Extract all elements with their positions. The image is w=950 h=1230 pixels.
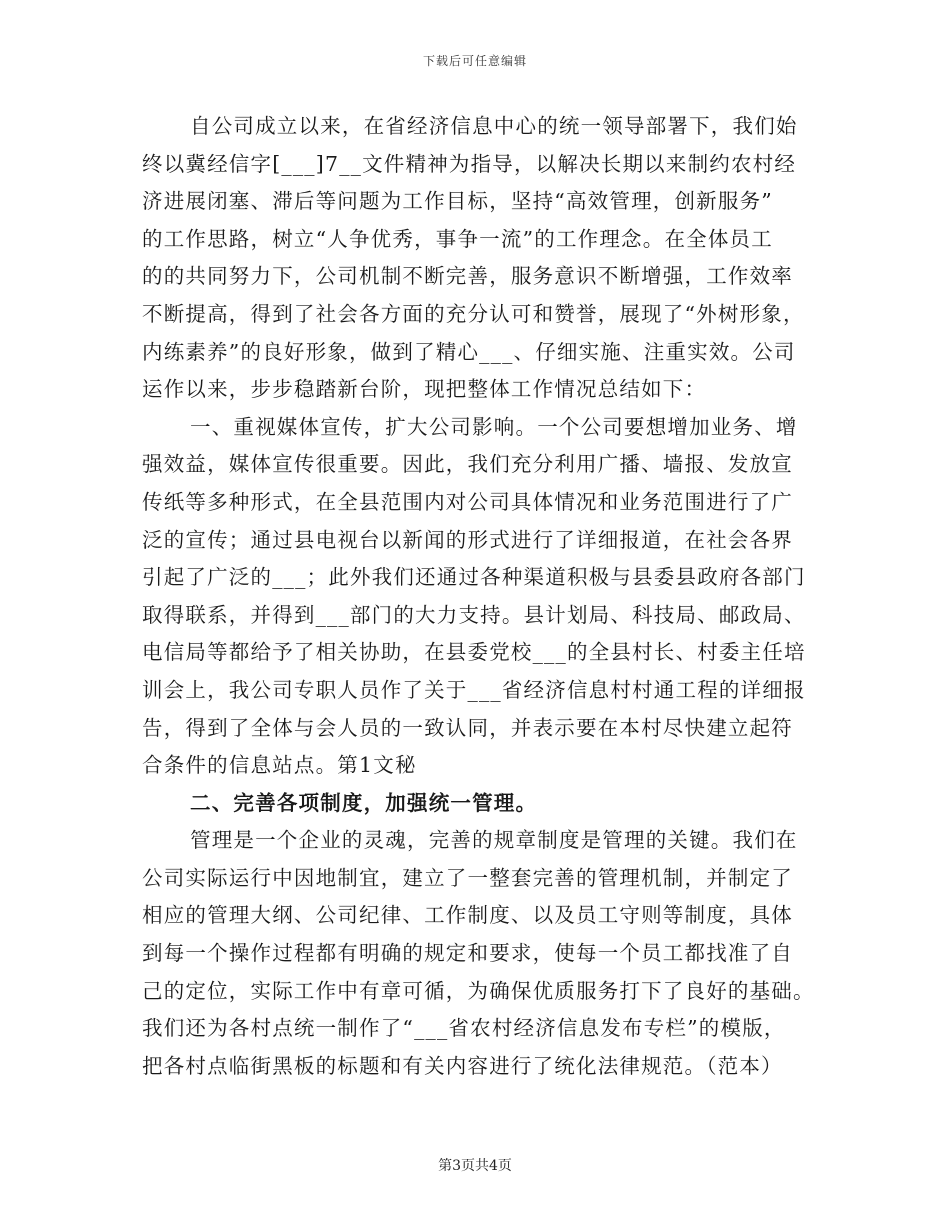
- paragraph-line: 引起了广泛的___；此外我们还通过各种渠道积极与县委县政府各部门: [142, 565, 806, 590]
- paragraph-line: 不断提高，得到了社会各方面的充分认可和赞誉，展现了“外树形象，: [142, 301, 805, 326]
- paragraph-line: 一、重视媒体宣传，扩大公司影响。一个公司要想增加业务、增: [190, 414, 798, 439]
- paragraph-line: 取得联系，并得到___部门的大力支持。县计划局、科技局、邮政局、: [142, 602, 806, 627]
- page-footer-number: 第3页共4页: [438, 1158, 512, 1174]
- page-header-note: 下载后可任意编辑: [422, 54, 527, 68]
- document-body: [142, 108, 815, 1085]
- paragraph-line: 到每一个操作过程都有明确的规定和要求，使每一个员工都找准了自: [142, 941, 793, 966]
- paragraph-line: 相应的管理大纲、公司纪律、工作制度、以及员工守则等制度，具体: [142, 903, 793, 928]
- paragraph-line: 的工作思路，树立“人争优秀，事争一流”的工作理念。在全体员工: [142, 226, 773, 251]
- paragraph-line: 泛的宣传；通过县电视台以新闻的形式进行了详细报道，在社会各界: [142, 527, 793, 552]
- section-heading: 二、完善各项制度，加强统一管理。: [190, 790, 538, 815]
- paragraph-line: 合条件的信息站点。第1文秘: [142, 753, 417, 778]
- paragraph-line: 传纸等多种形式，在全县范围内对公司具体情况和业务范围进行了广: [142, 489, 793, 514]
- paragraph-line: 济进展闭塞、滞后等问题为工作目标，坚持“高效管理，创新服务”: [142, 189, 773, 214]
- paragraph-line: 己的定位，实际工作中有章可循，为确保优质服务打下了良好的基础。: [142, 978, 815, 1003]
- paragraph-line: 运作以来，步步稳踏新台阶，现把整体工作情况总结如下：: [142, 377, 707, 402]
- paragraph-line: 公司实际运行中因地制宜，建立了一整套完善的管理机制，并制定了: [142, 865, 793, 890]
- paragraph-line: 把各村点临街黑板的标题和有关内容进行了统化法律规范。（范本）: [142, 1053, 783, 1078]
- paragraph-line: 管理是一个企业的灵魂，完善的规章制度是管理的关键。我们在: [190, 828, 798, 853]
- paragraph-line: 告，得到了全体与会人员的一致认同，并表示要在本村尽快建立起符: [142, 715, 793, 740]
- paragraph-line: 电信局等都给予了相关协助，在县委党校___的全县村长、村委主任培: [142, 640, 806, 665]
- paragraph-line: 内练素养”的良好形象，做到了精心___、仔细实施、注重实效。公司: [142, 339, 796, 364]
- paragraph-line: 的的共同努力下，公司机制不断完善，服务意识不断增强，工作效率: [142, 264, 793, 289]
- paragraph-line: 自公司成立以来，在省经济信息中心的统一领导部署下，我们始: [190, 114, 798, 138]
- paragraph-line: 训会上，我公司专职人员作了关于___省经济信息村村通工程的详细报: [142, 677, 806, 702]
- paragraph-line: 强效益，媒体宣传很重要。因此，我们充分利用广播、墙报、发放宣: [142, 452, 793, 477]
- paragraph-line: 终以冀经信字[___]7__文件精神为指导，以解决长期以来制约农村经: [142, 151, 797, 176]
- paragraph-line: 我们还为各村点统一制作了“___省农村经济信息发布专栏”的模版，: [142, 1016, 786, 1041]
